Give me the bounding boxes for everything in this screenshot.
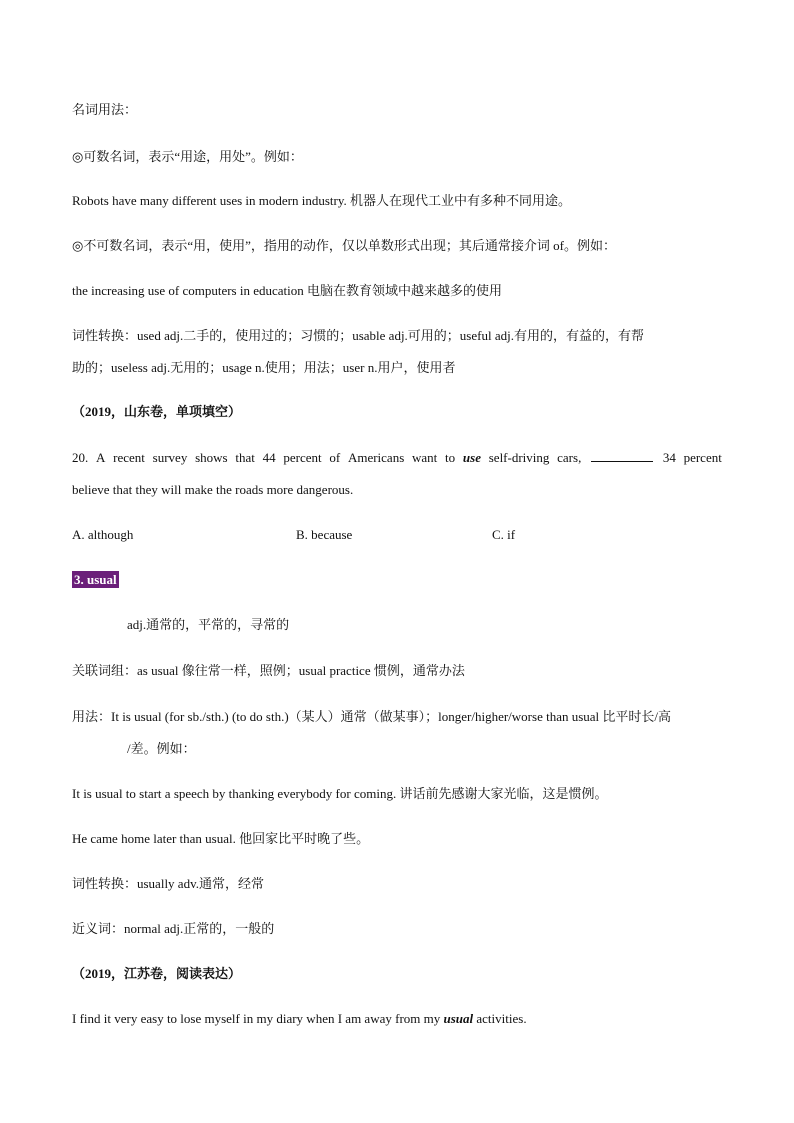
word-conversion-line-2: 助的；useless adj.无用的；usage n.使用；用法；user n.用户，使用者 [72,360,456,375]
example-sentence-1 [72,193,571,209]
question-source-2: （2019，江苏卷，阅读表达） [72,966,242,981]
example-zh: 他回家比平时晚了些。 [239,831,370,846]
usual-example-2 [72,831,369,847]
usual-word-conversion: 词性转换：usually adv.通常，经常 [72,876,264,891]
option-a[interactable]: A. although [72,527,134,542]
example-en: He came home later than usual. [72,831,236,846]
keyword-use: use [462,450,481,465]
question-source: （2019，山东卷，单项填空） [72,404,242,419]
example-zh: 电脑在教育领域中越来越多的使用 [307,283,503,298]
example-zh: 机器人在现代工业中有多种不同用途。 [350,193,572,208]
usual-synonym: 近义词：normal adj.正常的，一般的 [72,921,275,936]
example-en: It is usual to start a speech by thanking everybody for coming. [72,786,397,801]
noun-usage-title: 名词用法： [72,102,138,117]
usage-line-2: /差。例如： [127,741,196,756]
example-en: Robots have many different uses in modern industry. [72,193,347,208]
reading-sentence: I find it very easy to lose myself in my diary when I am away from my usual activities. [72,1011,527,1026]
usual-definition: adj.通常的，平常的，寻常的 [127,617,290,632]
noun-usage-point-2: ◎不可数名词，表示“用，使用”，指用的动作，仅以单数形式出现；其后通常接介词 of。例如： [72,238,616,253]
keyword-usual: usual [443,1011,474,1026]
option-b[interactable]: B. because [296,527,353,542]
usual-example-1 [72,786,607,802]
word-conversion-line-1: 词性转换：used adj.二手的，使用过的；习惯的；usable adj.可用的；useful adj.有用的，有益的，有帮 [72,328,644,343]
related-phrases: 关联词组：as usual 像往常一样，照例；usual practice 惯例，通常办法 [72,663,465,678]
example-en: the increasing use of computers in education [72,283,304,298]
question-20-line-2: believe that they will make the roads more dangerous. [72,482,354,497]
noun-usage-point-1: ◎可数名词，表示“用途，用处”。例如： [72,149,303,164]
answer-blank[interactable] [591,450,653,462]
example-phrase-2 [72,283,502,299]
heading-label: 3. usual [74,572,117,587]
example-zh: 讲话前先感谢大家光临，这是惯例。 [399,786,608,801]
section-heading-usual [72,572,119,588]
option-c[interactable]: C. if [492,527,516,542]
usage-line-1: 用法：It is usual (for sb./sth.) (to do sth.)（某人）通常（做某事）；longer/higher/worse than usual 比平时长/高 [72,709,672,724]
question-20-line-1: 20. A recent survey shows that 44 percent of Americans want to use self-driving cars, 34 percent [72,450,722,465]
